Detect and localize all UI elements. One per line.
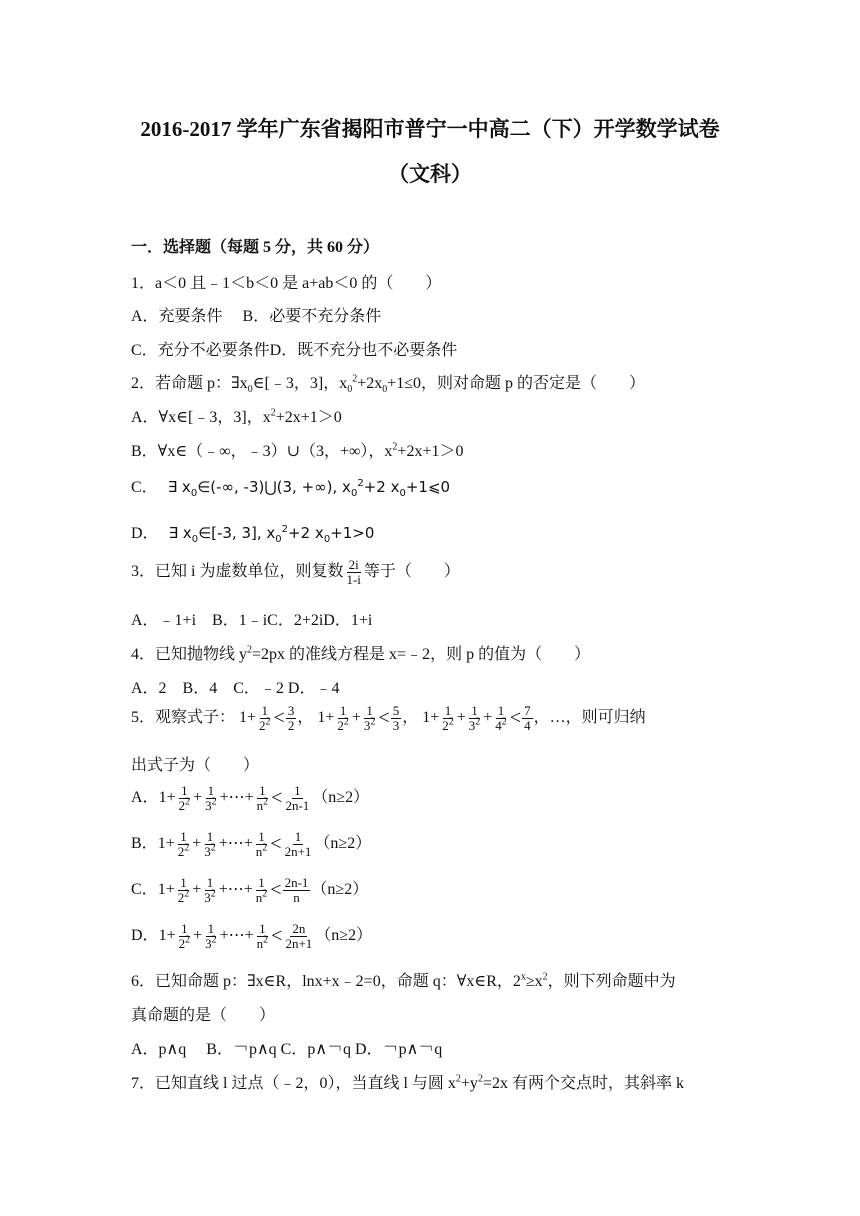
question-4-options: A．2 B．4 C．﹣2 D．﹣4 (131, 680, 340, 697)
question-2-option-a: A．∀x∈[﹣3，3]，$x^2+2x+1>0$ (131, 407, 342, 426)
question-1-stem: 1．a＜0 且﹣1＜b＜0 是 a+ab＜0 的（ ） (131, 275, 442, 292)
question-2-stem: 2．若命题 p：$\exists x_0\in[﹣3$，3]，$x_0^2+2x_0+1\le 0$，则对命题 p 的否定是（ ） (131, 373, 646, 396)
question-4-stem: 4．已知抛物线 $y^2=2px$ 的准线方程是 x=﹣2，则 p 的值为（ ） (131, 644, 591, 663)
question-5-option-b: B．1+ $\frac{1}{2^2}$ + $\frac{1}{3^2}$ +⋯+ $\frac{1}{n^2}$ < $\frac{1}{2n+1}$ （n≥2） (131, 829, 372, 859)
question-6-options: A．p∧q B．￢p∧q C．p∧￢q D．￢p∧￢q (131, 1041, 443, 1058)
question-6-stem: 6．已知命题 p：∃x∈R，lnx+x﹣2=0，命题 q：∀x∈R，$2^x\ge x^2$，则下列命题中为 (131, 971, 676, 990)
section-heading: 一．选择题（每题 5 分，共 60 分） (131, 239, 380, 256)
question-5-stem-line2: 出式子为（ ） (131, 757, 260, 774)
page-subtitle: （文科） (388, 162, 472, 186)
question-3-stem: 3．已知 i 为虚数单位，则复数 $\frac{2i}{1-i}$ 等于（ ） (131, 557, 460, 587)
question-7-stem: 7．已知直线 l 过点（﹣2，0），当直线 l 与圆 $x^2+y^2=2x$ 有两个交点时，其斜率 k (131, 1073, 684, 1092)
question-3-options: A．﹣1+i B．1﹣iC．2+2iD．1+i (131, 612, 373, 629)
question-2-option-d: D． ∃ $x_0\in[-3$, 3], $x_0^2+2$ $x_0+1>0$ (131, 524, 375, 545)
question-1-options-ab: A．充要条件 B．必要不充分条件 (131, 308, 382, 325)
question-5-option-d: D．1+ $\frac{1}{2^2}$ + $\frac{1}{3^2}$ +⋯+ $\frac{1}{n^2}$ < $\frac{2n}{2n+1}$ （n≥2） (131, 921, 373, 951)
question-5-stem: 5．观察式子： 1+ $\frac{1}{2^2}$ < $\frac{3}{2}$ ， 1+ $\frac{1}{2^2}$ + $\frac{1}{3^2}$ < $\frac{5}{3}$ ， 1+ $\frac{1}{2^2}$ + $\frac{1}{3^2}$ + $\frac{1}{4^2}$ < $\frac{7}{4}$ ，…，则可归纳 (131, 703, 646, 733)
page-title: 2016-2017 学年广东省揭阳市普宁一中高二（下）开学数学试卷 (140, 117, 720, 141)
question-2-option-c: C． ∃ $x_0\in(-\infty$, -3)⋃(3, +∞), $x_0^2+2$ $x_0+1⩽0$ (131, 478, 451, 499)
question-5-option-a: A．1+ $\frac{1}{2^2}$ + $\frac{1}{3^2}$ +⋯+ $\frac{1}{n^2}$ < $\frac{1}{2n-1}$ （n≥2） (131, 783, 370, 813)
question-6-stem-line2: 真命题的是（ ） (131, 1007, 276, 1024)
fraction: $\frac{2i}{1-i}$ (346, 557, 361, 587)
question-2-option-b: B．∀x∈（﹣∞，﹣3）∪（3，+∞），$x^2+2x+1>0$ (131, 441, 464, 460)
question-1-options-cd: C．充分不必要条件D．既不充分也不必要条件 (131, 342, 458, 359)
question-5-option-c: C．1+ $\frac{1}{2^2}$ + $\frac{1}{3^2}$ +⋯+ $\frac{1}{n^2}$ < $\frac{2n-1}{n}$ （n≥2） (131, 875, 369, 905)
